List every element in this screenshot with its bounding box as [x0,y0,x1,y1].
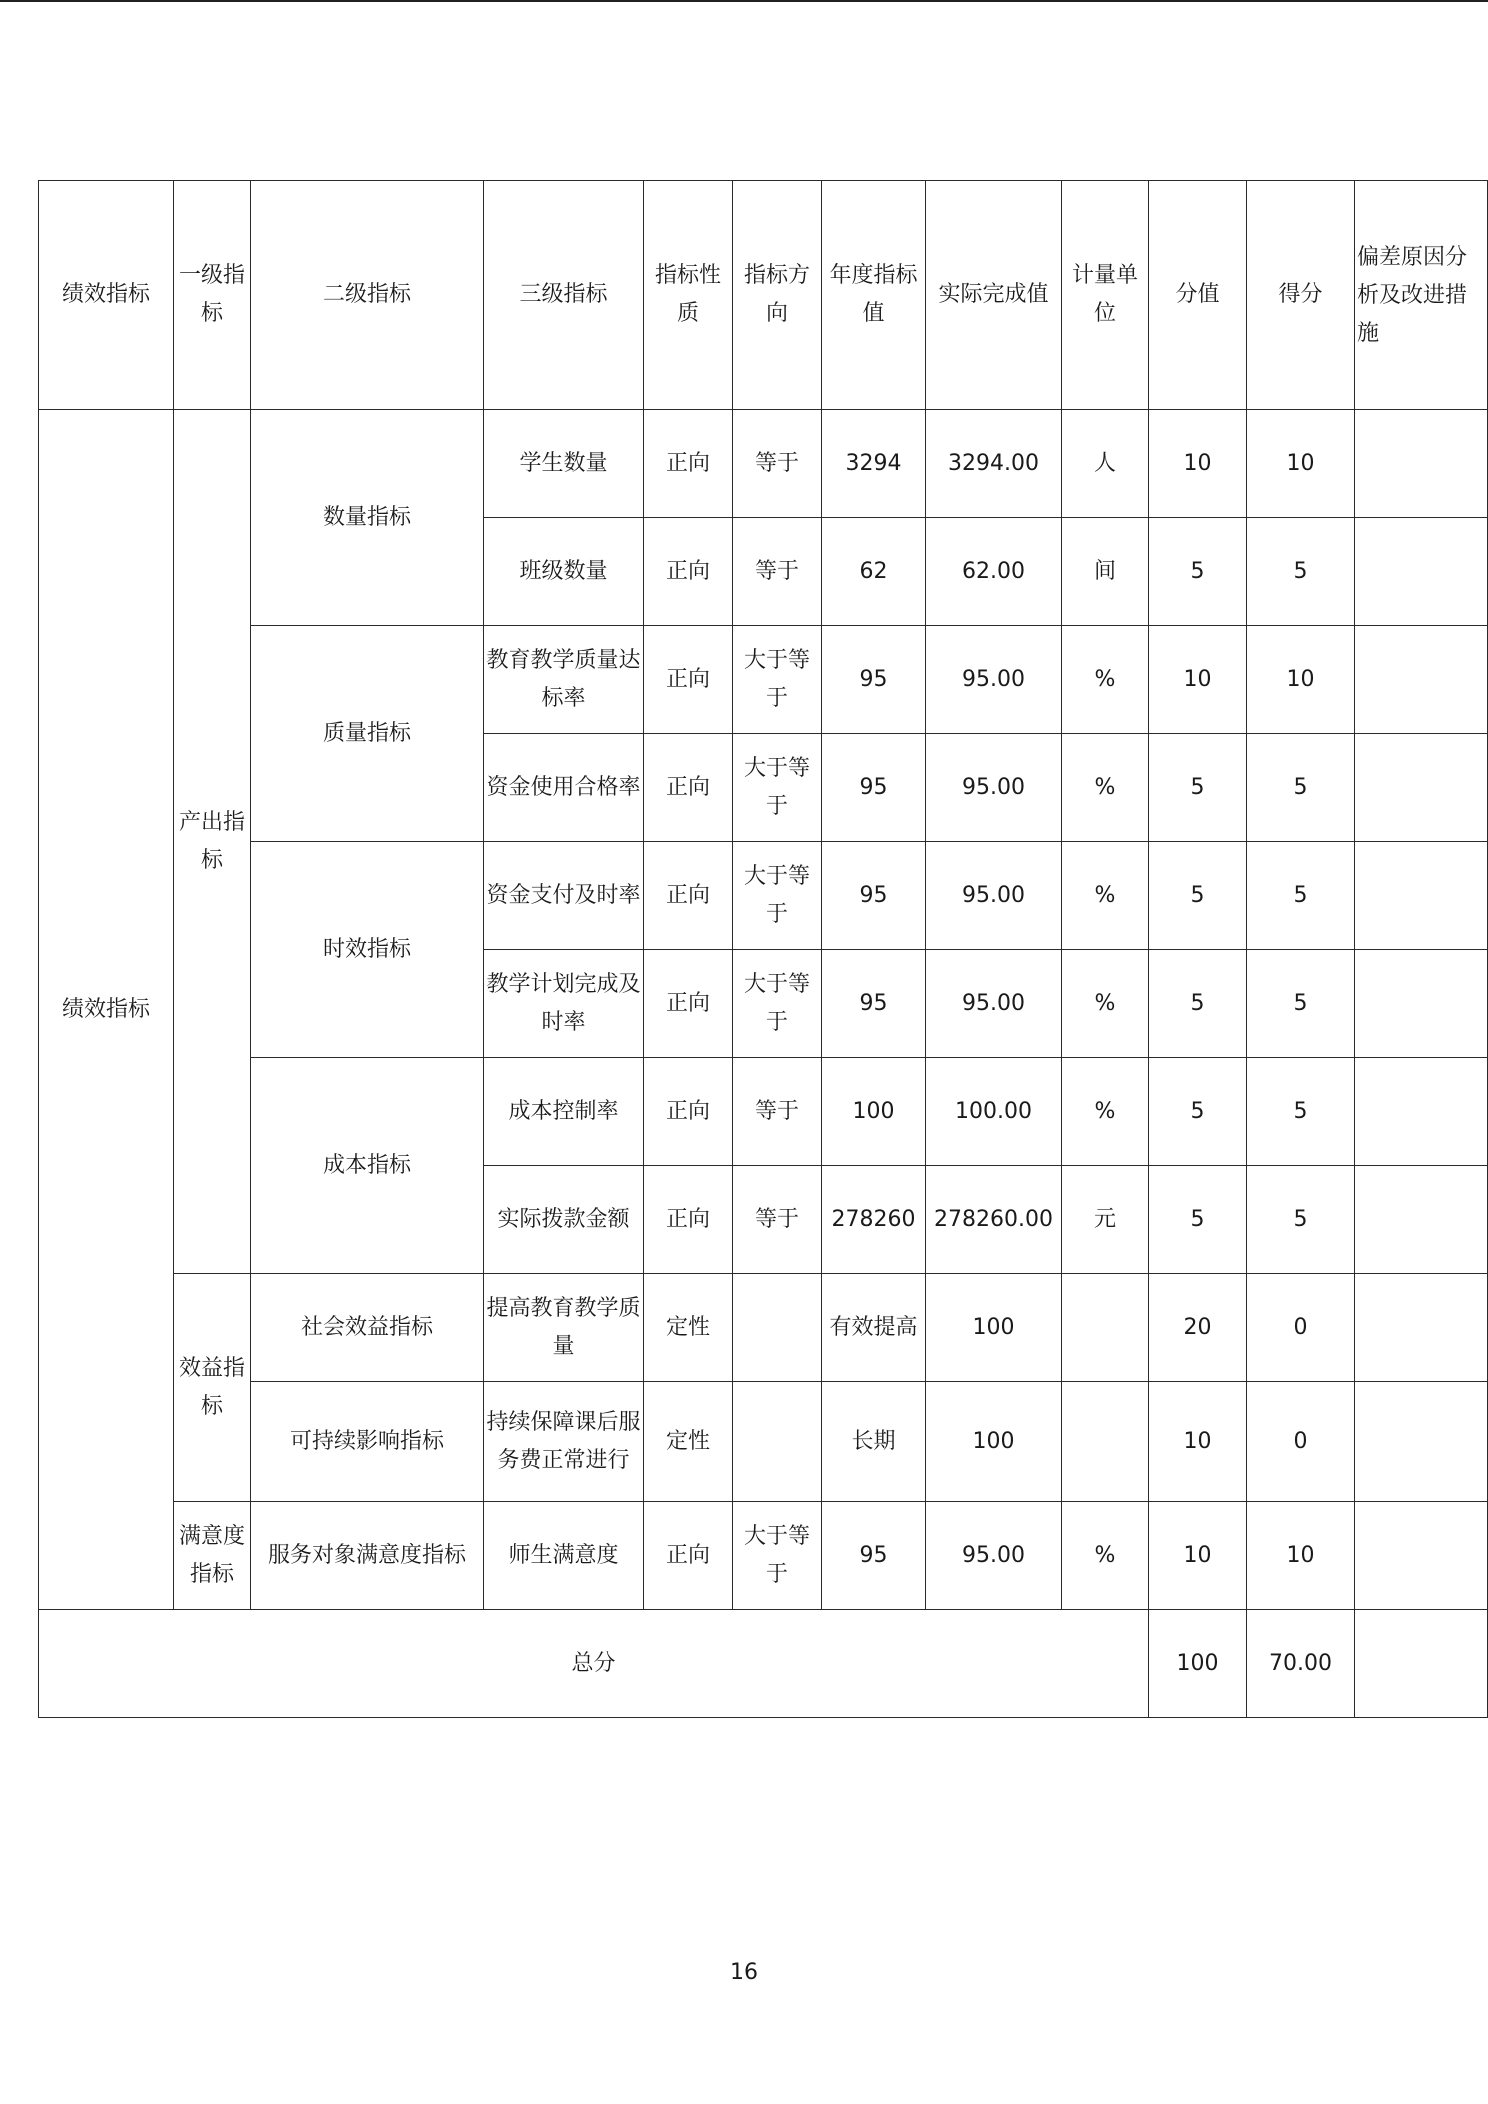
nature-cell: 正向 [644,626,733,734]
level3-cell: 学生数量 [484,410,644,518]
got-cell: 0 [1247,1274,1355,1382]
header-cell: 一级指标 [174,181,251,410]
top-border-line [0,0,1488,2]
unit-cell: % [1062,950,1149,1058]
total-score: 100 [1149,1610,1247,1718]
table-row [39,842,1488,950]
direction-cell: 大于等于 [733,1502,822,1610]
target-cell: 95 [822,734,926,842]
actual-cell: 278260.00 [926,1166,1062,1274]
nature-cell: 正向 [644,518,733,626]
header-cell: 年度指标值 [822,181,926,410]
header-cell: 分值 [1149,181,1247,410]
target-cell: 278260 [822,1166,926,1274]
group-label-cell: 绩效指标 [39,410,174,1610]
header-cell: 二级指标 [251,181,484,410]
got-cell: 5 [1247,734,1355,842]
header-cell: 三级指标 [484,181,644,410]
unit-cell: 间 [1062,518,1149,626]
score-cell: 10 [1149,410,1247,518]
direction-cell: 等于 [733,1166,822,1274]
table-row [39,626,1488,734]
level2-cell-sustainable: 可持续影响指标 [251,1382,484,1502]
unit-cell: % [1062,1058,1149,1166]
target-cell: 95 [822,1502,926,1610]
level1-cell-output: 产出指标 [174,410,251,1274]
unit-cell: % [1062,626,1149,734]
header-row [39,181,1488,410]
performance-table [38,180,1488,1718]
table-row [39,1058,1488,1166]
level2-cell-cost: 成本指标 [251,1058,484,1274]
score-cell: 10 [1149,626,1247,734]
header-cell: 实际完成值 [926,181,1062,410]
direction-cell [733,1382,822,1502]
header-cell: 得分 [1247,181,1355,410]
unit-cell [1062,1382,1149,1502]
actual-cell: 100 [926,1274,1062,1382]
level2-cell-service: 服务对象满意度指标 [251,1502,484,1610]
nature-cell: 正向 [644,1058,733,1166]
note-cell [1355,626,1488,734]
level1-cell-benefit: 效益指标 [174,1274,251,1502]
actual-cell: 95.00 [926,950,1062,1058]
got-cell: 0 [1247,1382,1355,1502]
actual-cell: 100 [926,1382,1062,1502]
nature-cell: 定性 [644,1382,733,1502]
score-cell: 5 [1149,734,1247,842]
total-got: 70.00 [1247,1610,1355,1718]
unit-cell: % [1062,734,1149,842]
nature-cell: 正向 [644,410,733,518]
target-cell: 95 [822,950,926,1058]
target-cell: 62 [822,518,926,626]
level3-cell: 师生满意度 [484,1502,644,1610]
note-cell [1355,734,1488,842]
level3-cell: 实际拨款金额 [484,1166,644,1274]
level1-cell-satisfaction: 满意度指标 [174,1502,251,1610]
direction-cell: 大于等于 [733,842,822,950]
level3-cell: 教育教学质量达标率 [484,626,644,734]
got-cell: 10 [1247,1502,1355,1610]
level3-cell: 教学计划完成及时率 [484,950,644,1058]
level2-cell-quantity: 数量指标 [251,410,484,626]
header-cell: 绩效指标 [39,181,174,410]
page-number: 16 [730,1960,758,1985]
direction-cell: 大于等于 [733,950,822,1058]
level3-cell: 班级数量 [484,518,644,626]
actual-cell: 95.00 [926,734,1062,842]
target-cell: 有效提高 [822,1274,926,1382]
got-cell: 5 [1247,518,1355,626]
nature-cell: 正向 [644,1166,733,1274]
note-cell [1355,1382,1488,1502]
level3-cell: 提高教育教学质量 [484,1274,644,1382]
target-cell: 95 [822,842,926,950]
unit-cell: 人 [1062,410,1149,518]
actual-cell: 95.00 [926,626,1062,734]
note-cell [1355,410,1488,518]
header-cell: 指标方向 [733,181,822,410]
note-cell [1355,1274,1488,1382]
note-cell [1355,950,1488,1058]
level3-cell: 资金支付及时率 [484,842,644,950]
target-cell: 95 [822,626,926,734]
nature-cell: 定性 [644,1274,733,1382]
actual-cell: 62.00 [926,518,1062,626]
level3-cell: 资金使用合格率 [484,734,644,842]
total-row [39,1610,1488,1718]
nature-cell: 正向 [644,842,733,950]
score-cell: 5 [1149,950,1247,1058]
direction-cell: 大于等于 [733,626,822,734]
got-cell: 5 [1247,1058,1355,1166]
score-cell: 20 [1149,1274,1247,1382]
direction-cell: 大于等于 [733,734,822,842]
total-note [1355,1610,1488,1718]
table-row [39,1274,1488,1382]
score-cell: 10 [1149,1382,1247,1502]
table-row [39,1502,1488,1610]
got-cell: 5 [1247,950,1355,1058]
direction-cell: 等于 [733,410,822,518]
target-cell: 长期 [822,1382,926,1502]
table-row [39,1382,1488,1502]
total-label: 总分 [39,1610,1149,1718]
score-cell: 10 [1149,1502,1247,1610]
note-cell [1355,842,1488,950]
nature-cell: 正向 [644,950,733,1058]
nature-cell: 正向 [644,734,733,842]
score-cell: 5 [1149,1058,1247,1166]
direction-cell: 等于 [733,1058,822,1166]
got-cell: 5 [1247,842,1355,950]
level3-cell: 成本控制率 [484,1058,644,1166]
got-cell: 5 [1247,1166,1355,1274]
nature-cell: 正向 [644,1502,733,1610]
table-row [39,410,1488,518]
header-cell: 计量单位 [1062,181,1149,410]
score-cell: 5 [1149,1166,1247,1274]
level2-cell-timeliness: 时效指标 [251,842,484,1058]
score-cell: 5 [1149,518,1247,626]
header-cell: 偏差原因分析及改进措施 [1355,181,1488,410]
direction-cell: 等于 [733,518,822,626]
direction-cell [733,1274,822,1382]
note-cell [1355,518,1488,626]
unit-cell: 元 [1062,1166,1149,1274]
actual-cell: 95.00 [926,1502,1062,1610]
note-cell [1355,1058,1488,1166]
actual-cell: 3294.00 [926,410,1062,518]
target-cell: 100 [822,1058,926,1166]
target-cell: 3294 [822,410,926,518]
got-cell: 10 [1247,626,1355,734]
score-cell: 5 [1149,842,1247,950]
level2-cell-social: 社会效益指标 [251,1274,484,1382]
unit-cell: % [1062,1502,1149,1610]
level3-cell: 持续保障课后服务费正常进行 [484,1382,644,1502]
unit-cell: % [1062,842,1149,950]
actual-cell: 95.00 [926,842,1062,950]
note-cell [1355,1166,1488,1274]
note-cell [1355,1502,1488,1610]
actual-cell: 100.00 [926,1058,1062,1166]
got-cell: 10 [1247,410,1355,518]
header-cell: 指标性质 [644,181,733,410]
unit-cell [1062,1274,1149,1382]
level2-cell-quality: 质量指标 [251,626,484,842]
